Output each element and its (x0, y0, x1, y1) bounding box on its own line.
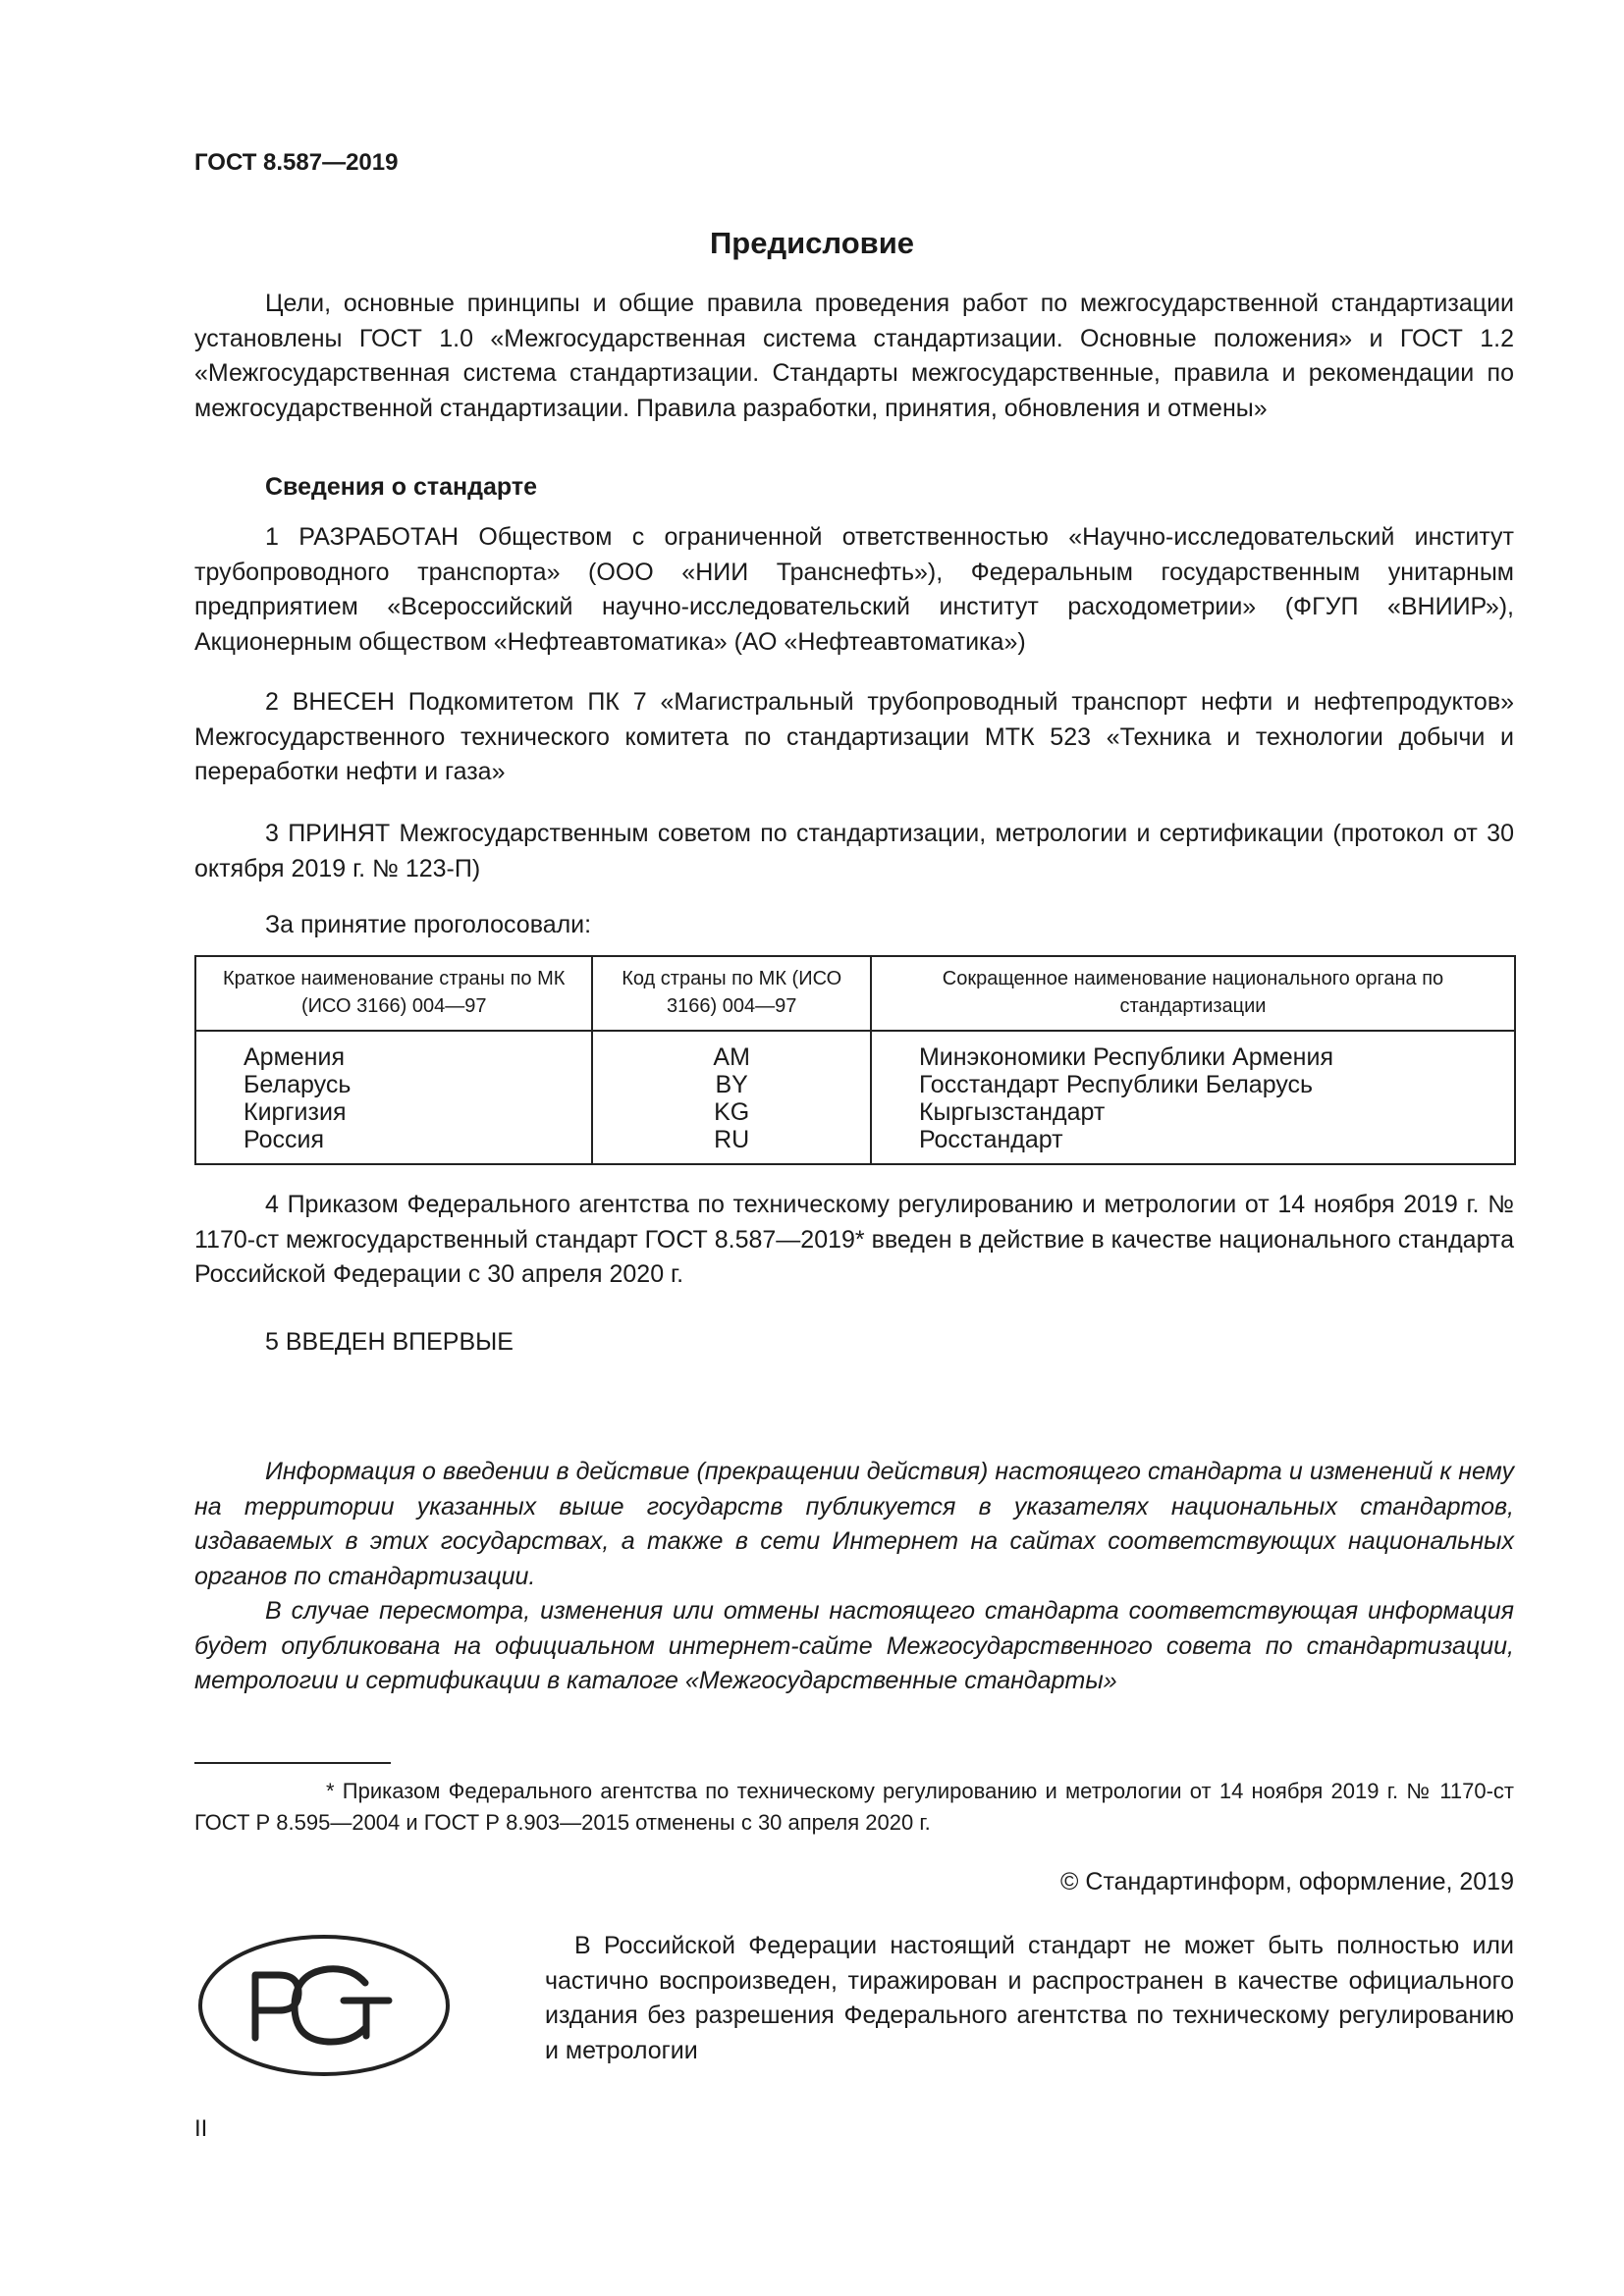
country-code: BY (592, 1071, 871, 1098)
copyright-notice: © Стандартинформ, оформление, 2019 (1060, 1868, 1514, 1896)
vote-table (194, 955, 1516, 1165)
document-code-header: ГОСТ 8.587—2019 (194, 149, 399, 176)
voted-label: За принятие проголосовали: (265, 911, 592, 938)
item-enacted: 4 Приказом Федерального агентства по техническому регулированию и метрологии от 14 ноября 2019 г. № 1170-ст межгосударственный стандарт ГОСТ 8.587—2019* введен в действие в качестве национального стандарта Российской Федерации с 30 апреля 2020 г. (194, 1191, 1514, 1288)
item-submitted: 2 ВНЕСЕН Подкомитетом ПК 7 «Магистральный трубопроводный транспорт нефти и нефтепродуктов» Межгосударственного технического комитета по стандартизации МТК 523 «Техника и технологии добычи и переработки нефти и газа» (194, 688, 1514, 785)
header-country-name: Краткое наименование страны по МК (ИСО 3166) 004—97 (195, 956, 592, 1031)
table-row (195, 1126, 1515, 1164)
header-country-code: Код страны по МК (ИСО 3166) 004—97 (592, 956, 871, 1031)
country-name: Беларусь (195, 1071, 592, 1098)
copyright-restriction-notice: В Российской Федерации настоящий стандарт не может быть полностью или частично воспроизведен, тиражирован и распространен в качестве официального издания без разрешения Федерального агентства по техническому регулированию и метрологии (545, 1932, 1514, 2064)
country-name: Россия (195, 1126, 592, 1164)
page-title: Предисловие (709, 226, 914, 260)
info-paragraph-publication: Информация о введении в действие (прекращении действия) настоящего стандарта и изменений к нему на территории указанных выше государств публикуется в указателях национальных стандартов, издаваемых в этих государствах, а также в сети Интернет на сайтах соответствующих национальных органов по стандартизации. (194, 1458, 1514, 1590)
country-code: RU (592, 1126, 871, 1164)
table-row (195, 1098, 1515, 1126)
footnote-divider (194, 1762, 391, 1764)
rst-certification-mark-icon (196, 1932, 452, 2079)
standards-body: Госстандарт Республики Беларусь (871, 1071, 1515, 1098)
footnote: * Приказом Федерального агентства по техническому регулированию и метрологии от 14 ноября 2019 г. № 1170-ст ГОСТ Р 8.595—2004 и ГОСТ Р 8.903—2015 отменены с 30 апреля 2020 г. (194, 1779, 1514, 1835)
header-standards-body: Сокращенное наименование национального органа по стандартизации (871, 956, 1515, 1031)
standards-body: Кыргызстандарт (871, 1098, 1515, 1126)
country-code: KG (592, 1098, 871, 1126)
item-developed: 1 РАЗРАБОТАН Обществом с ограниченной ответственностью «Научно-исследовательский институт трубопроводного транспорта» (ООО «НИИ Транснефть»), Федеральным государственным унитарным предприятием «Всероссийский научно-исследовательский институт расходометрии» (ФГУП «ВНИИР»), Акционерным обществом «Нефтеавтоматика» (АО «Нефтеавтоматика») (194, 523, 1514, 656)
country-code: AM (592, 1031, 871, 1071)
table-row (195, 1031, 1515, 1071)
vote-table-header-row (195, 956, 1515, 1031)
standard-info-heading: Сведения о стандарте (265, 473, 538, 501)
page-number: II (194, 2115, 208, 2142)
standards-body: Росстандарт (871, 1126, 1515, 1164)
standards-body: Минэкономики Республики Армения (871, 1031, 1515, 1071)
item-adopted: 3 ПРИНЯТ Межгосударственным советом по стандартизации, метрологии и сертификации (протокол от 30 октября 2019 г. № 123-П) (194, 820, 1514, 882)
country-name: Армения (195, 1031, 592, 1071)
intro-paragraph: Цели, основные принципы и общие правила проведения работ по межгосударственной стандартизации установлены ГОСТ 1.0 «Межгосударственная система стандартизации. Основные положения» и ГОСТ 1.2 «Межгосударственная система стандартизации. Стандарты межгосударственные, правила и рекомендации по межгосударственной стандартизации. Правила разработки, принятия, обновления и отмены» (194, 290, 1514, 422)
info-paragraph-revision: В случае пересмотра, изменения или отмены настоящего стандарта соответствующая информация будет опубликована на официальном интернет-сайте Межгосударственного совета по стандартизации, метрологии и сертификации в каталоге «Межгосударственные стандарты» (194, 1597, 1514, 1694)
table-row (195, 1071, 1515, 1098)
item-first-introduced: 5 ВВЕДЕН ВПЕРВЫЕ (265, 1328, 514, 1356)
country-name: Киргизия (195, 1098, 592, 1126)
